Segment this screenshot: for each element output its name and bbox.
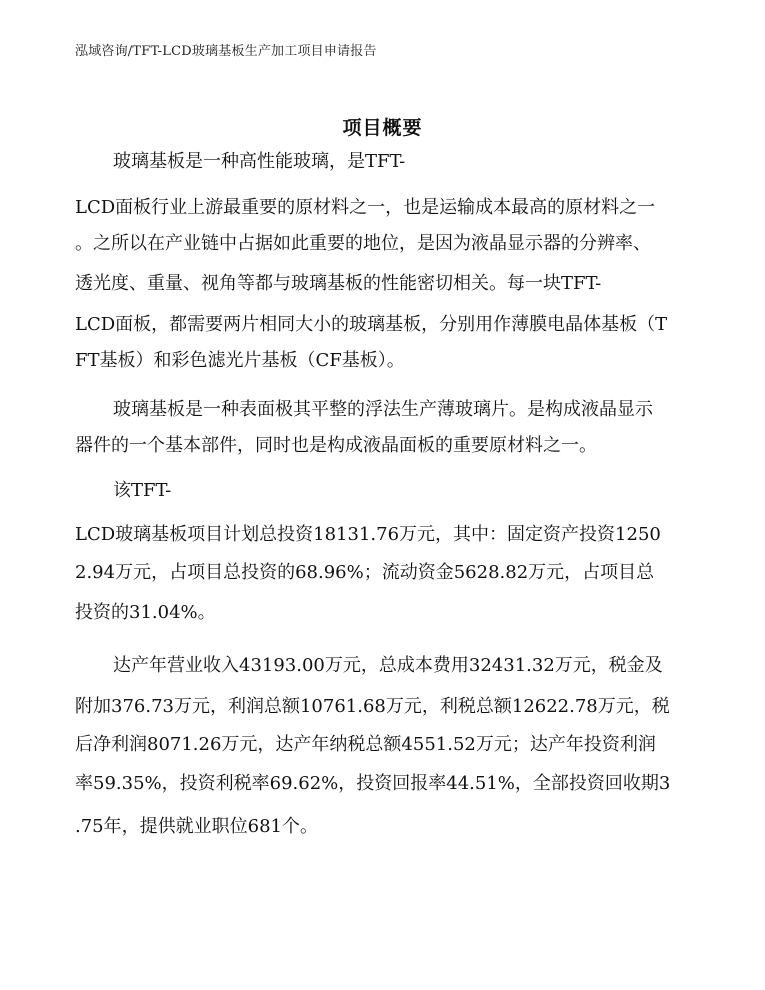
paragraph-line: 投资的31.04%。 xyxy=(75,602,216,623)
section-title: 项目概要 xyxy=(342,117,423,139)
paragraph-line: LCD玻璃基板项目计划总投资18131.76万元，其中：固定资产投资1250 xyxy=(75,524,661,545)
paragraph-line: 。之所以在产业链中占据如此重要的地位，是因为液晶显示器的分辨率、 xyxy=(75,233,651,254)
paragraph-line: 玻璃基板是一种表面极其平整的浮法生产薄玻璃片。是构成液晶显示 xyxy=(113,399,653,420)
paragraph-line: 玻璃基板是一种高性能玻璃，是TFT- xyxy=(113,151,406,172)
paragraph-line: FT基板）和彩色滤光片基板（CF基板）。 xyxy=(75,350,405,371)
paragraph-line: 后净利润8071.26万元，达产年纳税总额4551.52万元；达产年投资利润 xyxy=(75,734,656,755)
paragraph-line: LCD面板行业上游最重要的原材料之一，也是运输成本最高的原材料之一 xyxy=(75,197,656,218)
paragraph-line: 达产年营业收入43193.00万元，总成本费用32431.32万元，税金及 xyxy=(113,655,663,676)
paragraph-line: 附加376.73万元，利润总额10761.68万元，利税总额12622.78万元，税 xyxy=(75,696,670,717)
paragraph-line: 率59.35%，投资利税率69.62%，投资回报率44.51%，全部投资回收期3 xyxy=(75,773,671,794)
paragraph-line: 器件的一个基本部件，同时也是构成液晶面板的重要原材料之一。 xyxy=(75,435,597,456)
paragraph-line: LCD面板，都需要两片相同大小的玻璃基板，分别用作薄膜电晶体基板（T xyxy=(75,314,668,335)
paragraph-line: .75年，提供就业职位681个。 xyxy=(75,816,318,837)
paragraph-line: 2.94万元，占项目总投资的68.96%；流动资金5628.82万元，占项目总 xyxy=(75,562,655,583)
paragraph-line: 该TFT- xyxy=(113,480,172,501)
paragraph-line: 透光度、重量、视角等都与玻璃基板的性能密切相关。每一块TFT- xyxy=(75,273,602,294)
page-header: 泓域咨询/TFT-LCD玻璃基板生产加工项目申请报告 xyxy=(75,44,377,59)
